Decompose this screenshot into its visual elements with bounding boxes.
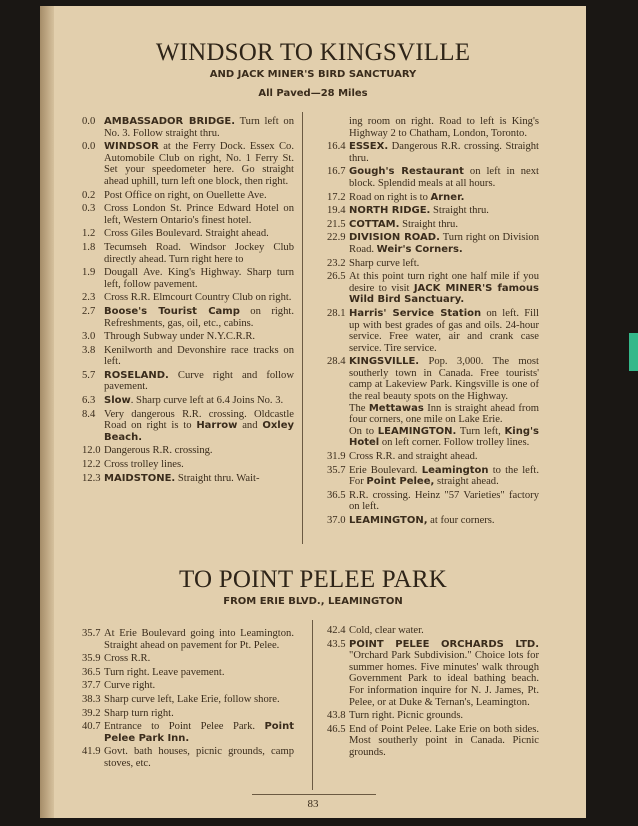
section1-right-column xyxy=(327,116,539,529)
route-entry xyxy=(82,331,294,343)
route-entry xyxy=(82,395,294,407)
page-number: 83 xyxy=(307,798,319,810)
mileage: 0.0 xyxy=(82,116,96,127)
mileage: 12.0 xyxy=(82,445,101,457)
route-description: KINGSVILLE. Pop. 3,000. The most southerly town in Canada. Free tourists' camp at Lakeview Park. Kingsville is one of the real beauty spots on the Highway. The Mettawas Inn is straight ahead from four corners, one mile on Lake Erie. On to LEAMINGTON. Turn left, King's Hotel on left corner. Follow trolley lines. xyxy=(349,356,540,449)
mileage: 46.5 xyxy=(327,723,346,735)
mileage: 42.4 xyxy=(327,625,346,636)
mileage: 35.7 xyxy=(82,628,101,639)
route-entry xyxy=(327,219,539,231)
route-entry xyxy=(327,639,539,709)
route-description: Sharp curve left, Lake Erie, follow shore. xyxy=(104,693,280,705)
section2-right-column xyxy=(327,625,539,761)
route-entry xyxy=(327,205,539,217)
mileage: 41.9 xyxy=(82,746,101,758)
mileage: 1.8 xyxy=(82,241,96,253)
route-entry xyxy=(327,451,539,463)
route-entry xyxy=(82,345,294,368)
route-entry xyxy=(82,370,294,393)
column-divider xyxy=(312,620,313,790)
route-description: Erie Boulevard. Leamington to the left. For Point Pelee, straight ahead. xyxy=(349,464,539,488)
route-entry xyxy=(327,625,539,637)
mileage: 23.2 xyxy=(327,257,346,269)
route-entry xyxy=(82,708,294,720)
route-description: Slow. Sharp curve left at 6.4 Joins No. 3. xyxy=(104,395,284,407)
route-description: Cross R.R. and straight ahead. xyxy=(349,451,478,463)
route-description: Kenilworth and Devonshire race tracks on left. xyxy=(104,344,294,368)
column-divider xyxy=(302,112,303,544)
route-description: Turn right. Leave pavement. xyxy=(104,666,225,678)
route-description: Curve right. xyxy=(104,680,156,692)
mileage: 40.7 xyxy=(82,721,101,733)
route-description: COTTAM. Straight thru. xyxy=(349,218,458,230)
route-entry xyxy=(327,515,539,527)
route-entry xyxy=(327,356,539,449)
route-entry xyxy=(327,271,539,306)
mileage: 16.7 xyxy=(327,166,346,178)
route-description: Cross R.R. Elmcourt Country Club on right. xyxy=(104,292,292,304)
route-description: Turn right. Picnic grounds. xyxy=(349,710,464,722)
book-page xyxy=(40,6,586,818)
route-description: Sharp curve left. xyxy=(349,257,420,269)
route-description: AMBASSADOR BRIDGE. Turn left on No. 3. Follow straight thru. xyxy=(104,116,294,139)
route-entry xyxy=(327,490,539,513)
route-description: Cross Giles Boulevard. Straight ahead. xyxy=(104,228,269,240)
route-description: NORTH RIDGE. Straight thru. xyxy=(349,205,489,217)
route-description: Cold, clear water. xyxy=(349,625,424,636)
mileage: 28.4 xyxy=(327,356,346,368)
mileage: 0.0 xyxy=(82,141,96,153)
mileage: 35.7 xyxy=(327,464,346,476)
mileage: 21.5 xyxy=(327,218,346,230)
route-entry xyxy=(327,724,539,759)
route-description: Dangerous R.R. crossing. xyxy=(104,445,213,457)
mileage: 43.8 xyxy=(327,710,346,722)
mileage: 28.1 xyxy=(327,307,346,319)
route-entry xyxy=(327,232,539,255)
route-description: At this point turn right one half mile if you desire to visit JACK MINER'S famous Wild Bird Sanctuary. xyxy=(349,271,540,306)
mileage: 2.7 xyxy=(82,305,96,317)
mileage: 1.2 xyxy=(82,228,96,240)
route-description: DIVISION ROAD. Turn right on Division Road. Weir's Corners. xyxy=(349,232,540,255)
route-description: ROSELAND. Curve right and follow pavement. xyxy=(104,369,294,393)
route-description: At Erie Boulevard going into Leamington. Straight ahead on pavement for Pt. Pelee. xyxy=(104,628,294,651)
route-entry xyxy=(82,653,294,665)
route-description: Very dangerous R.R. crossing. Oldcastle Road on right is to Harrow and Oxley Beach. xyxy=(104,408,295,443)
route-entry xyxy=(327,258,539,270)
route-entry xyxy=(82,445,294,457)
mileage: 0.3 xyxy=(82,203,96,215)
route-description: MAIDSTONE. Straight thru. Wait- xyxy=(104,472,260,484)
section1-note: All Paved—28 Miles xyxy=(258,88,368,99)
route-description: WINDSOR at the Ferry Dock. Essex Co. Automobile Club on right, No. 1 Ferry St. Set your speedometer here. Go straight ahead uphill, turn left one block, then right. xyxy=(104,141,294,187)
mileage: 31.9 xyxy=(327,451,346,463)
section1-left-column xyxy=(82,116,294,486)
section2-left-column xyxy=(82,628,294,772)
route-entry xyxy=(82,116,294,139)
mileage: 16.4 xyxy=(327,141,346,153)
mileage: 38.3 xyxy=(82,693,101,705)
route-entry xyxy=(327,710,539,722)
route-entry xyxy=(82,306,294,329)
route-description: Post Office on right, on Ouellette Ave. xyxy=(104,189,267,201)
route-entry xyxy=(82,242,294,265)
route-entry xyxy=(82,409,294,444)
route-entry xyxy=(327,465,539,488)
route-entry xyxy=(82,667,294,679)
route-description: R.R. crossing. Heinz "57 Varieties" factory on left. xyxy=(349,489,539,513)
route-description: Sharp turn right. xyxy=(104,707,174,719)
mileage: 37.0 xyxy=(327,515,346,526)
route-entry xyxy=(82,190,294,202)
mileage: 8.4 xyxy=(82,408,96,420)
route-description: Road on right is to Arner. xyxy=(349,191,465,203)
route-description: Cross trolley lines. xyxy=(104,459,184,471)
mileage: 35.9 xyxy=(82,653,101,665)
route-entry xyxy=(82,203,294,226)
route-description: End of Point Pelee. Lake Erie on both sides. Most southerly point in Canada. Picnic grounds. xyxy=(349,723,539,758)
route-entry xyxy=(82,746,294,769)
route-description: Boose's Tourist Camp on right. Refreshments, gas, oil, etc., cabins. xyxy=(104,305,294,329)
route-description: Dougall Ave. King's Highway. Sharp turn left, follow pavement. xyxy=(104,267,294,290)
route-entry xyxy=(82,228,294,240)
section2-subtitle: FROM ERIE BLVD., LEAMINGTON xyxy=(223,596,403,607)
route-description: Harris' Service Station on left. Fill up with best grades of gas and oils. 24-hour service. Free water, air and crank case service. Tire service. xyxy=(349,307,539,354)
route-entry xyxy=(82,680,294,692)
route-description: Cross R.R. xyxy=(104,653,151,665)
route-continuation: ing room on right. Road to left is King's Highway 2 to Chatham, London, Toronto. xyxy=(349,116,539,139)
route-description: Cross London St. Prince Edward Hotel on left, Western Ontario's finest hotel. xyxy=(104,203,294,226)
route-entry xyxy=(327,166,539,189)
route-description: ESSEX. Dangerous R.R. crossing. Straight thru. xyxy=(349,141,539,164)
mileage: 39.2 xyxy=(82,707,101,719)
bookmark-tab xyxy=(629,333,638,371)
route-entry xyxy=(82,141,294,187)
route-entry xyxy=(327,308,539,354)
route-entry xyxy=(82,628,294,651)
mileage: 26.5 xyxy=(327,271,346,283)
route-description: Tecumseh Road. Windsor Jockey Club directly ahead. Turn right here to xyxy=(104,241,294,265)
route-description: LEAMINGTON, at four corners. xyxy=(349,515,495,526)
route-entry xyxy=(82,267,294,290)
route-description: Through Subway under N.Y.C.R.R. xyxy=(104,331,256,343)
route-entry xyxy=(82,694,294,706)
mileage: 5.7 xyxy=(82,369,96,381)
route-entry xyxy=(82,473,294,485)
mileage: 17.2 xyxy=(327,191,346,203)
mileage: 2.3 xyxy=(82,292,96,304)
mileage: 36.5 xyxy=(327,489,346,501)
section2-title: TO POINT PELEE PARK xyxy=(179,566,447,593)
mileage: 37.7 xyxy=(82,680,101,692)
section1-subtitle: AND JACK MINER'S BIRD SANCTUARY xyxy=(209,69,417,80)
route-entry xyxy=(82,721,294,744)
mileage: 0.2 xyxy=(82,189,96,201)
mileage: 22.9 xyxy=(327,232,346,244)
mileage: 6.3 xyxy=(82,395,96,407)
mileage: 3.8 xyxy=(82,344,96,356)
footer-rule xyxy=(252,794,376,795)
mileage: 12.3 xyxy=(82,472,101,484)
mileage: 43.5 xyxy=(327,638,346,650)
route-description: Entrance to Point Pelee Park. Point Pelee Park Inn. xyxy=(104,721,294,744)
mileage: 19.4 xyxy=(327,205,346,217)
mileage: 12.2 xyxy=(82,459,101,471)
section1-title: WINDSOR TO KINGSVILLE xyxy=(155,39,471,66)
mileage: 36.5 xyxy=(82,666,101,678)
page-binding xyxy=(40,6,54,818)
route-description: POINT PELEE ORCHARDS LTD. "Orchard Park Subdivision." Choice lots for summer homes. Five minutes' walk through Government Park to ideal bathing beach. For information inquire for N. J. James, Pt. Pelee, or at Duke & Ternan's, Leamington. xyxy=(349,638,539,708)
route-entry xyxy=(327,141,539,164)
route-description: Gough's Restaurant on left in next block. Splendid meals at all hours. xyxy=(349,166,539,189)
mileage: 3.0 xyxy=(82,331,96,343)
mileage: 1.9 xyxy=(82,267,96,279)
route-description: Govt. bath houses, picnic grounds, camp stoves, etc. xyxy=(104,746,294,769)
route-entry xyxy=(327,192,539,204)
route-entry xyxy=(82,459,294,471)
route-entry xyxy=(82,292,294,304)
